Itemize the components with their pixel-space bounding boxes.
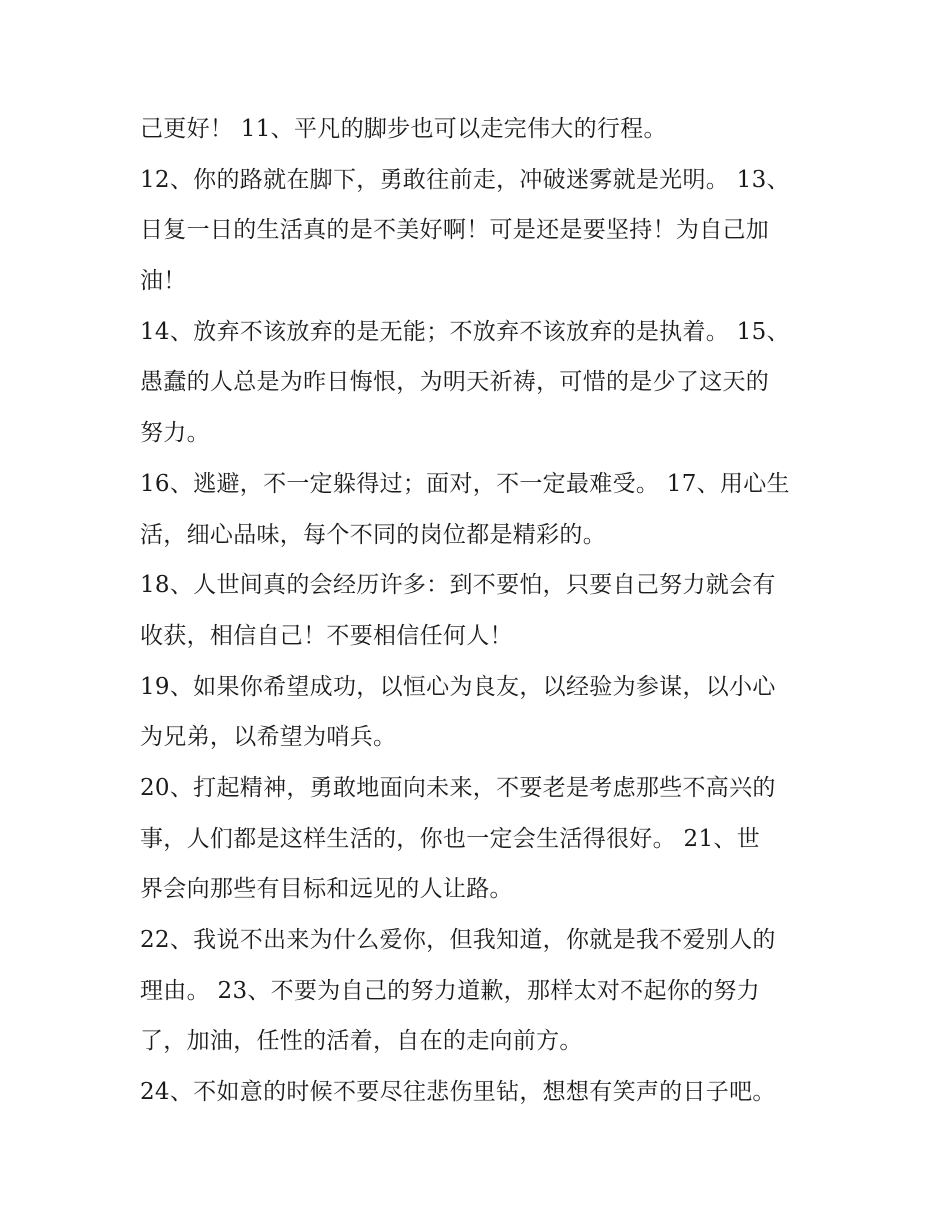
text-line: 19、如果你希望成功，以恒心为良友，以经验为参谋，以小心 (140, 673, 776, 700)
text-line: 为兄弟，以希望为哨兵。 (140, 724, 397, 751)
text-line: 事，人们都是这样生活的，你也一定会生活得很好。 21、世 (140, 825, 760, 852)
text-line: 收获，相信自己！不要相信任何人！ (140, 622, 513, 649)
text-line: 愚蠢的人总是为昨日悔恨，为明天祈祷，可惜的是少了这天的 (140, 369, 770, 396)
text-line: 12、你的路就在脚下，勇敢往前走，冲破迷雾就是光明。 13、 (140, 166, 790, 193)
text-line: 活，细心品味，每个不同的岗位都是精彩的。 (140, 521, 606, 548)
text-line: 14、放弃不该放弃的是无能；不放弃不该放弃的是执着。 15、 (140, 318, 790, 345)
body-text (140, 104, 820, 1118)
text-line: 24、不如意的时候不要尽往悲伤里钻，想想有笑声的日子吧。 (140, 1079, 776, 1106)
text-line: 日复一日的生活真的是不美好啊！可是还是要坚持！为自己加 (140, 217, 770, 244)
text-line: 20、打起精神，勇敢地面向未来，不要老是考虑那些不高兴的 (140, 774, 776, 801)
text-line: 己更好！ 11、平凡的脚步也可以走完伟大的行程。 (140, 116, 667, 142)
text-line: 努力。 (140, 420, 210, 447)
text-line: 16、逃避，不一定躲得过；面对，不一定最难受。 17、用心生 (140, 470, 790, 497)
text-line: 理由。 23、不要为自己的努力道歉，那样太对不起你的努力 (140, 977, 760, 1004)
text-line: 界会向那些有目标和远见的人让路。 (140, 876, 513, 903)
text-line: 了，加油，任性的活着，自在的走向前方。 (140, 1028, 583, 1055)
text-line: 18、人世间真的会经历许多：到不要怕，只要自己努力就会有 (140, 572, 776, 599)
text-line: 22、我说不出来为什么爱你，但我知道，你就是我不爱别人的 (140, 927, 776, 953)
text-line: 油！ (140, 268, 187, 295)
